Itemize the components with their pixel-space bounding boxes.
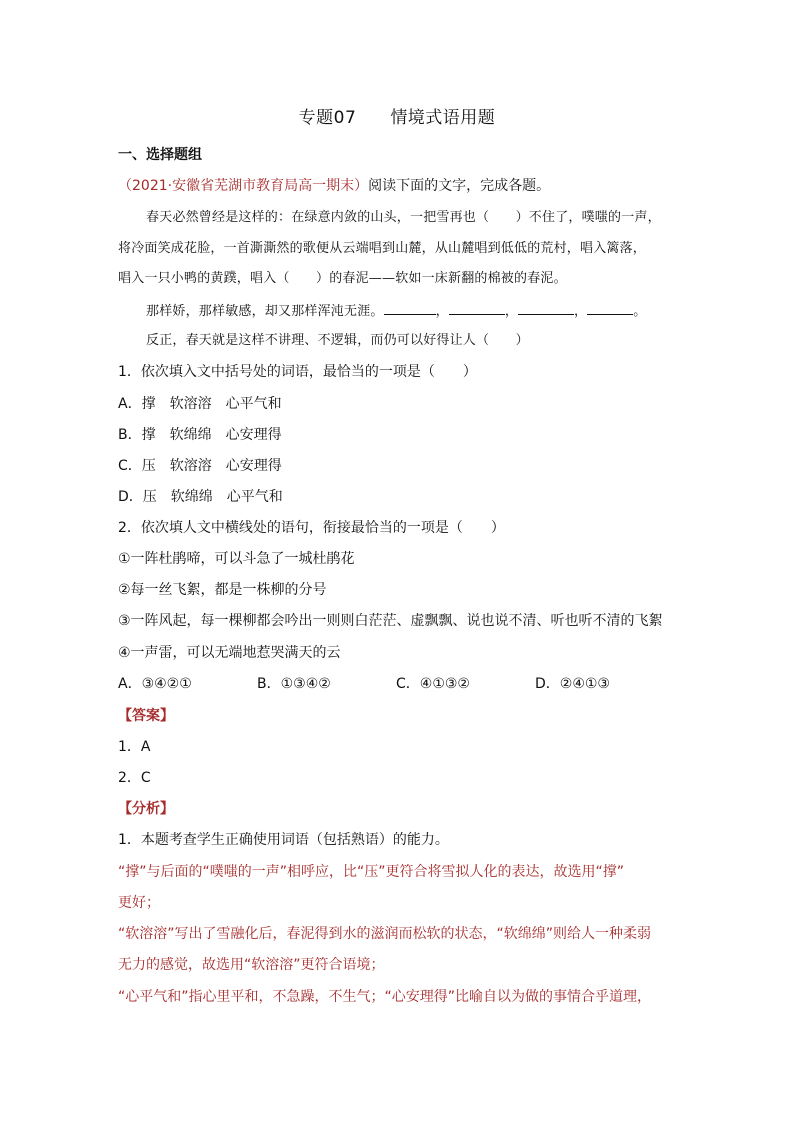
analysis-line-2: 更好；: [118, 895, 160, 911]
q2-item-2: ②每一丝飞絮，都是一株柳的分号: [118, 582, 327, 598]
q1-option-b: [118, 425, 282, 445]
blank-4: [587, 300, 633, 315]
blank-sep-3: ，: [574, 304, 588, 319]
blank-sep-1: ，: [435, 304, 449, 319]
q2-option-a: A．③④②①: [118, 676, 192, 692]
analysis-tag: 【分析】: [118, 801, 174, 817]
q1-option-b-letter: B．撑: [118, 427, 156, 443]
q1-option-b-w3: 心安理得: [225, 427, 282, 443]
answer-item-2: 2．C: [118, 770, 151, 786]
title-text: 情境式语用题: [390, 108, 496, 128]
q1-option-a: [118, 394, 282, 414]
passage-p2-text: 那样娇，那样敏感，却又那样浑沌无涯。: [146, 304, 384, 319]
analysis-line-4: 无力的感觉，故选用“软溶溶”更符合语境；: [118, 957, 385, 973]
q1-option-a-letter: A．撑: [118, 396, 156, 412]
q2-item-3: ③一阵风起，每一棵柳都会吟出一则则白茫茫、虚飘飘、说也说不清、听也听不清的飞絮: [118, 613, 663, 629]
passage-p1-line3: 唱入一只小鸭的黄蹼，唱入（ ）的春泥——软如一床新翻的棉被的春泥。: [118, 271, 567, 286]
blank-3: [518, 300, 574, 315]
passage-p2: [146, 300, 646, 322]
analysis-line-3: “软溶溶”写出了雪融化后，春泥得到水的滋润而松软的状态，“软绵绵”则给人一种柔弱: [118, 926, 652, 942]
q1-option-d: [118, 487, 283, 507]
blank-sep-2: ，: [504, 304, 519, 319]
q1-option-d-w2: 软绵绵: [170, 489, 213, 505]
q1-option-d-w3: 心平气和: [226, 489, 283, 505]
blank-1: [384, 300, 436, 315]
question2-stem: 2．依次填人文中横线处的语句，衔接最恰当的一项是（ ）: [118, 520, 505, 536]
passage-p1-line2: 将冷面笑成花脸，一首澌澌然的歌便从云端唱到山麓，从山麓唱到低低的荒村，唱入篱落，: [118, 241, 647, 256]
page-title: [0, 106, 794, 130]
q2-item-1: ①一阵杜鹃啼，可以斗急了一城杜鹃花: [118, 551, 355, 567]
blank-end: 。: [633, 304, 647, 319]
section-heading: 一、选择题组: [118, 147, 202, 163]
analysis-line-5: “心平气和”指心里平和，不急躁，不生气；“心安理得”比喻自以为做的事情合乎道理，: [118, 989, 652, 1005]
source-citation: （2021·安徽省芜湖市教育局高一期末）: [118, 178, 369, 194]
q1-option-d-letter: D．压: [118, 489, 157, 505]
q1-option-a-w3: 心平气和: [225, 396, 282, 412]
passage-p3: 反正，春天就是这样不讲理、不逻辑，而仍可以好得让人（ ）: [146, 333, 529, 348]
q1-option-c-w3: 心安理得: [225, 458, 282, 474]
q1-option-a-w2: 软溶溶: [169, 396, 212, 412]
source-instruction: 阅读下面的文字，完成各题。: [368, 178, 551, 194]
analysis-line-1: “撑”与后面的“噗嗤的一声”相呼应，比“压”更符合将雪拟人化的表达，故选用“撑”: [118, 864, 625, 880]
q1-option-c-w2: 软溶溶: [169, 458, 212, 474]
answer-tag: 【答案】: [118, 708, 174, 724]
question1-stem: 1．依次填入文中括号处的词语，最恰当的一项是（ ）: [118, 364, 477, 380]
blank-2: [449, 300, 505, 315]
q1-option-c: [118, 456, 282, 476]
analysis-intro: 1．本题考查学生正确使用词语（包括熟语）的能力。: [118, 832, 449, 848]
q2-option-c: C．④①③②: [396, 676, 470, 692]
q2-option-d: D．②④①③: [535, 676, 610, 692]
passage-p1-line1: 春天必然曾经是这样的：在绿意内敛的山头，一把雪再也（ ）不住了，噗嗤的一声，: [146, 210, 661, 225]
q1-option-b-w2: 软绵绵: [169, 427, 212, 443]
q2-option-b: B．①③④②: [257, 676, 331, 692]
answer-item-1: 1．A: [118, 739, 151, 755]
q2-item-4: ④一声雷，可以无端地惹哭满天的云: [118, 645, 341, 661]
q1-option-c-letter: C．压: [118, 458, 156, 474]
title-label: 专题07: [298, 108, 357, 128]
source-line: [118, 176, 550, 196]
